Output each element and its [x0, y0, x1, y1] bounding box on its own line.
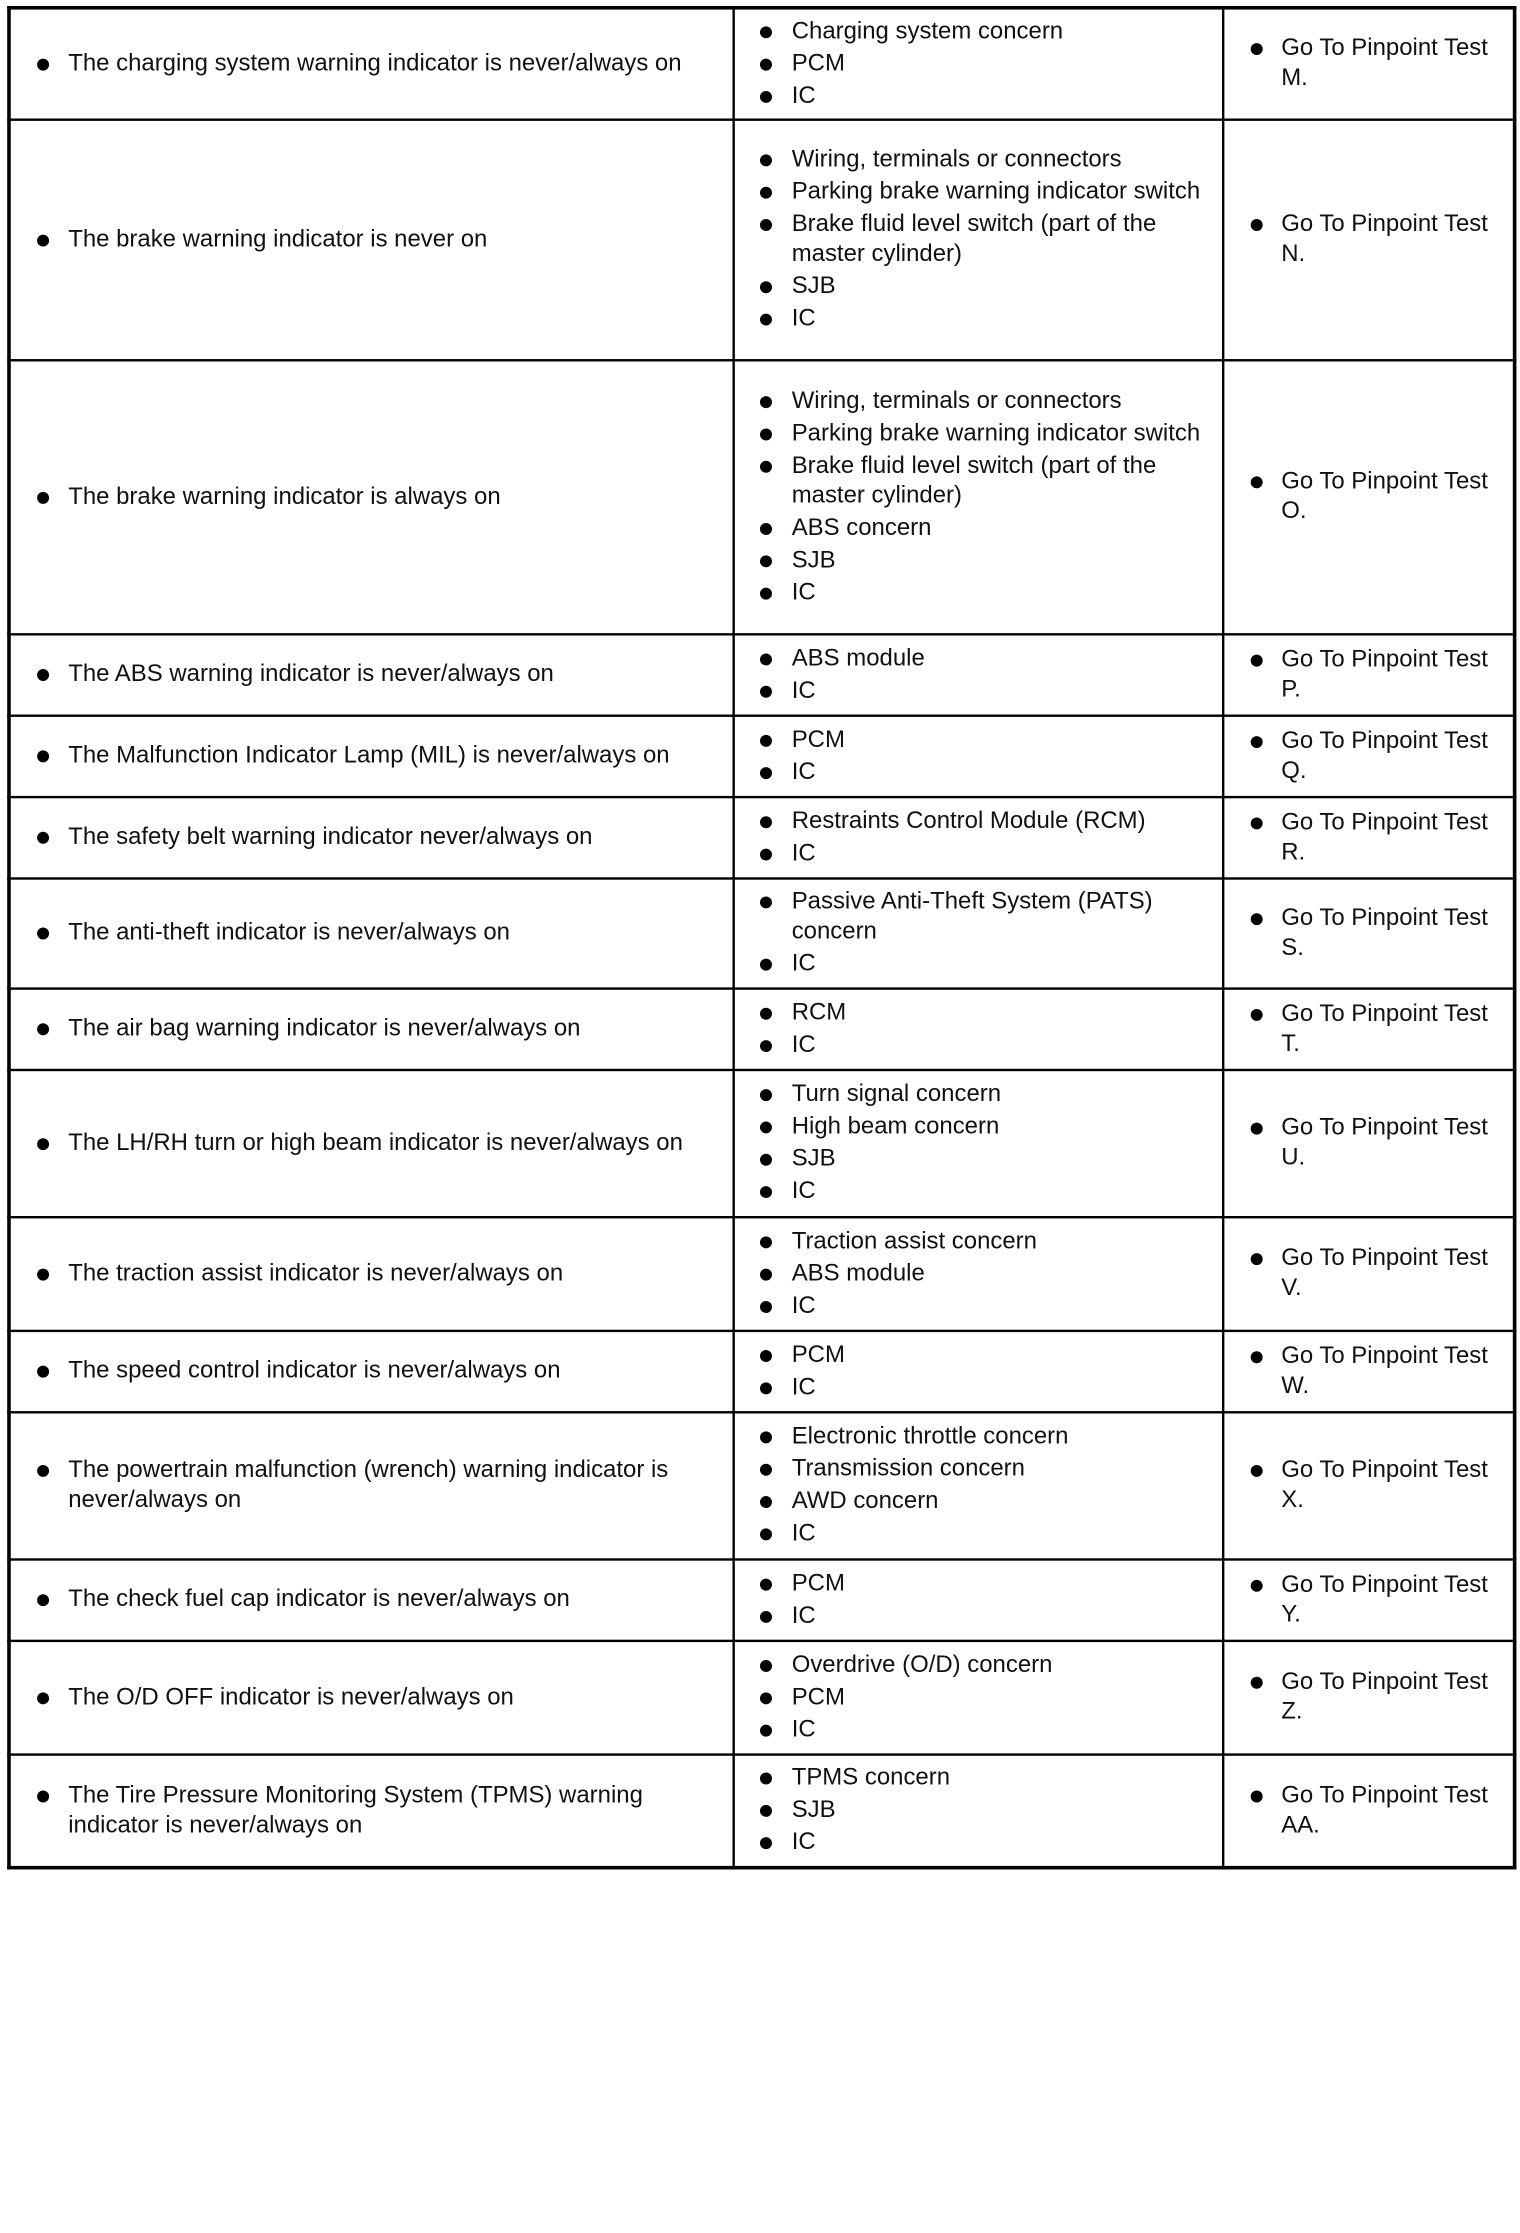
list-item	[792, 1828, 1214, 1858]
bullet-icon	[1250, 1253, 1262, 1265]
symptom-text: The brake warning indicator is never on	[68, 225, 488, 252]
possible-source-text: Overdrive (O/D) concern	[791, 1651, 1053, 1678]
action-text: Go To Pinpoint Test O.	[1281, 467, 1488, 525]
possible-source-list	[792, 1568, 1214, 1630]
action-text: Go To Pinpoint Test U.	[1281, 1114, 1488, 1171]
possible-source-text: ABS concern	[791, 514, 932, 541]
possible-source-text: Wiring, terminals or connectors	[791, 146, 1122, 173]
bullet-icon	[759, 1610, 771, 1622]
list-item	[792, 643, 1214, 673]
possible-source-text: Traction assist concern	[791, 1227, 1037, 1254]
possible-source-text: PCM	[791, 1569, 845, 1596]
action-cell	[1223, 797, 1515, 878]
bullet-icon	[1250, 913, 1262, 925]
list-item	[792, 1796, 1214, 1826]
action-cell	[1223, 634, 1515, 715]
table-row	[9, 1754, 1515, 1868]
bullet-icon	[1250, 1123, 1262, 1135]
action-cell	[1223, 1754, 1515, 1868]
bullet-icon	[759, 587, 771, 599]
bullet-icon	[759, 1724, 771, 1736]
bullet-icon	[1250, 1677, 1262, 1689]
bullet-icon	[759, 1464, 771, 1476]
action-text: Go To Pinpoint Test P.	[1281, 645, 1488, 702]
bullet-icon	[37, 491, 49, 503]
possible-source-cell	[733, 119, 1223, 360]
list-item	[792, 1291, 1214, 1321]
possible-source-text: IC	[791, 1373, 816, 1400]
bullet-icon	[37, 1692, 49, 1704]
possible-source-text: PCM	[791, 49, 845, 77]
list-item	[792, 725, 1214, 755]
bullet-icon	[759, 1154, 771, 1166]
symptom-cell	[9, 360, 733, 634]
action-cell	[1223, 1069, 1515, 1216]
table-row	[9, 1559, 1515, 1640]
list-item	[792, 949, 1214, 979]
possible-source-text: Restraints Control Module (RCM)	[791, 807, 1146, 834]
list-item	[792, 998, 1214, 1028]
action-cell	[1223, 1330, 1515, 1411]
list-item	[792, 49, 1214, 79]
list-item	[792, 1422, 1214, 1452]
symptom-text: The check fuel cap indicator is never/always on	[68, 1585, 570, 1613]
possible-source-text: IC	[791, 1715, 816, 1743]
list-item	[792, 838, 1214, 868]
bullet-icon	[37, 1138, 49, 1150]
action-cell	[1223, 1640, 1515, 1754]
possible-source-text: Wiring, terminals or connectors	[791, 387, 1122, 414]
action-text: Go To Pinpoint Test W.	[1281, 1342, 1488, 1399]
possible-source-text: SJB	[791, 1145, 836, 1172]
table-row	[9, 715, 1515, 796]
table-row	[9, 988, 1515, 1069]
bullet-icon	[37, 1366, 49, 1378]
bullet-icon	[759, 1805, 771, 1817]
list-item	[792, 1650, 1214, 1680]
possible-source-cell	[733, 1412, 1223, 1559]
bullet-icon	[759, 1496, 771, 1508]
table-row	[9, 1412, 1515, 1559]
symptom-cell	[9, 1754, 733, 1868]
possible-source-list	[792, 887, 1214, 979]
bullet-icon	[759, 1773, 771, 1785]
bullet-icon	[37, 1594, 49, 1606]
action-text: Go To Pinpoint Test AA.	[1281, 1781, 1488, 1839]
possible-source-cell	[733, 1069, 1223, 1216]
bullet-icon	[37, 1790, 49, 1802]
action-cell	[1223, 119, 1515, 360]
bullet-icon	[1250, 1351, 1262, 1363]
table-row	[9, 1640, 1515, 1754]
possible-source-text: IC	[791, 1291, 816, 1319]
possible-source-list	[792, 1080, 1214, 1207]
table-row	[9, 360, 1515, 634]
possible-source-text: IC	[791, 1177, 816, 1205]
possible-source-cell	[733, 715, 1223, 796]
possible-source-cell	[733, 360, 1223, 634]
bullet-icon	[759, 1236, 771, 1248]
list-item	[792, 577, 1214, 607]
list-item	[792, 513, 1214, 543]
list-item	[792, 1714, 1214, 1744]
possible-source-text: SJB	[791, 272, 836, 300]
list-item	[792, 1486, 1214, 1516]
table-row	[9, 8, 1515, 119]
bullet-icon	[759, 219, 771, 231]
bullet-icon	[1250, 1790, 1262, 1802]
list-item	[792, 1682, 1214, 1712]
bullet-icon	[759, 1089, 771, 1101]
bullet-icon	[1250, 735, 1262, 747]
action-text: Go To Pinpoint Test X.	[1281, 1456, 1488, 1513]
list-item	[792, 16, 1214, 46]
possible-source-text: SJB	[791, 546, 836, 573]
bullet-icon	[759, 1300, 771, 1312]
possible-source-cell	[733, 797, 1223, 878]
bullet-icon	[1250, 1008, 1262, 1020]
symptom-text: The safety belt warning indicator never/always on	[68, 823, 593, 850]
list-item	[792, 1601, 1214, 1631]
symptom-text: The Tire Pressure Monitoring System (TPMS) warning indicator is never/always on	[68, 1781, 643, 1839]
possible-source-list	[792, 725, 1214, 787]
list-item	[792, 757, 1214, 787]
bullet-icon	[759, 1007, 771, 1019]
action-text: Go To Pinpoint Test Z.	[1281, 1668, 1488, 1725]
possible-source-list	[792, 386, 1214, 607]
symptom-cell	[9, 1412, 733, 1559]
symptom-chart-body	[9, 8, 1515, 1868]
symptom-cell	[9, 878, 733, 988]
possible-source-cell	[733, 8, 1223, 119]
table-row	[9, 878, 1515, 988]
possible-source-text: Turn signal concern	[791, 1080, 1002, 1108]
possible-source-cell	[733, 634, 1223, 715]
bullet-icon	[759, 1528, 771, 1540]
symptom-cell	[9, 988, 733, 1069]
possible-source-text: IC	[791, 1031, 816, 1058]
bullet-icon	[759, 896, 771, 908]
possible-source-cell	[733, 878, 1223, 988]
possible-source-text: IC	[791, 305, 816, 332]
bullet-icon	[759, 91, 771, 103]
bullet-icon	[37, 928, 49, 940]
list-item	[792, 81, 1214, 111]
list-item	[792, 1519, 1214, 1549]
list-item	[792, 1258, 1214, 1288]
symptom-cell	[9, 8, 733, 119]
bullet-icon	[759, 1186, 771, 1198]
symptom-cell	[9, 119, 733, 360]
list-item	[792, 1372, 1214, 1402]
symptom-text: The anti-theft indicator is never/always on	[68, 919, 510, 946]
possible-source-cell	[733, 1559, 1223, 1640]
bullet-icon	[759, 428, 771, 440]
action-text: Go To Pinpoint Test Y.	[1281, 1570, 1488, 1628]
bullet-icon	[759, 281, 771, 293]
bullet-icon	[759, 959, 771, 971]
action-text: Go To Pinpoint Test Q.	[1281, 727, 1488, 784]
possible-source-text: SJB	[791, 1796, 836, 1824]
possible-source-cell	[733, 1217, 1223, 1331]
possible-source-text: IC	[791, 1601, 816, 1629]
bullet-icon	[37, 669, 49, 681]
table-row	[9, 1217, 1515, 1331]
symptom-text: The traction assist indicator is never/always on	[68, 1259, 564, 1287]
action-text: Go To Pinpoint Test V.	[1281, 1244, 1488, 1301]
action-text: Go To Pinpoint Test T.	[1281, 999, 1488, 1057]
symptom-cell	[9, 1640, 733, 1754]
bullet-icon	[1250, 1579, 1262, 1591]
bullet-icon	[759, 734, 771, 746]
possible-source-text: Parking brake warning indicator switch	[791, 178, 1201, 205]
possible-source-text: ABS module	[791, 1259, 925, 1287]
list-item	[792, 1340, 1214, 1370]
symptom-cell	[9, 797, 733, 878]
possible-source-text: Brake fluid level switch (part of the master cylinder)	[791, 451, 1157, 509]
list-item	[792, 177, 1214, 207]
possible-source-list	[792, 643, 1214, 705]
table-row	[9, 797, 1515, 878]
action-cell	[1223, 1412, 1515, 1559]
action-cell	[1223, 1559, 1515, 1640]
bullet-icon	[759, 1121, 771, 1133]
symptom-text: The ABS warning indicator is never/always on	[68, 660, 554, 687]
table-row	[9, 1330, 1515, 1411]
list-item	[792, 1454, 1214, 1484]
possible-source-list	[792, 1763, 1214, 1858]
possible-source-text: PCM	[791, 725, 845, 753]
list-item	[792, 1226, 1214, 1256]
bullet-icon	[759, 816, 771, 828]
possible-source-text: IC	[791, 1829, 816, 1856]
list-item	[792, 806, 1214, 836]
list-item	[792, 1112, 1214, 1142]
possible-source-list	[792, 998, 1214, 1060]
bullet-icon	[1250, 1465, 1262, 1477]
list-item	[792, 304, 1214, 334]
bullet-icon	[759, 1268, 771, 1280]
possible-source-text: IC	[791, 839, 816, 866]
action-text: Go To Pinpoint Test N.	[1281, 210, 1488, 267]
bullet-icon	[759, 1837, 771, 1849]
possible-source-text: IC	[791, 1519, 816, 1547]
bullet-icon	[759, 1692, 771, 1704]
list-item	[792, 209, 1214, 269]
table-row	[9, 1069, 1515, 1216]
bullet-icon	[759, 26, 771, 38]
possible-source-text: IC	[791, 950, 816, 977]
possible-source-text: PCM	[791, 1683, 845, 1710]
possible-source-text: High beam concern	[791, 1113, 1000, 1140]
action-text: Go To Pinpoint Test R.	[1281, 808, 1488, 865]
possible-source-text: Brake fluid level switch (part of the master cylinder)	[791, 210, 1157, 267]
symptom-text: The charging system warning indicator is never/always on	[68, 49, 682, 77]
bullet-icon	[759, 396, 771, 408]
bullet-icon	[1250, 219, 1262, 231]
list-item	[792, 418, 1214, 448]
possible-source-cell	[733, 1754, 1223, 1868]
list-item	[792, 451, 1214, 511]
bullet-icon	[1250, 817, 1262, 829]
possible-source-list	[792, 1226, 1214, 1321]
possible-source-list	[792, 1422, 1214, 1549]
possible-source-cell	[733, 1330, 1223, 1411]
bullet-icon	[37, 1465, 49, 1477]
list-item	[792, 676, 1214, 706]
list-item	[792, 1080, 1214, 1110]
bullet-icon	[759, 1659, 771, 1671]
bullet-icon	[759, 555, 771, 567]
possible-source-cell	[733, 1640, 1223, 1754]
bullet-icon	[37, 832, 49, 844]
list-item	[792, 1568, 1214, 1598]
possible-source-text: ABS module	[791, 644, 925, 671]
bullet-icon	[759, 1578, 771, 1590]
bullet-icon	[759, 1349, 771, 1361]
bullet-icon	[37, 58, 49, 70]
possible-source-list	[792, 145, 1214, 334]
possible-source-list	[792, 16, 1214, 111]
possible-source-text: Charging system concern	[791, 17, 1064, 44]
possible-source-text: IC	[791, 578, 816, 606]
list-item	[792, 1144, 1214, 1174]
possible-source-text: RCM	[791, 998, 847, 1026]
action-cell	[1223, 878, 1515, 988]
possible-source-list	[792, 806, 1214, 868]
possible-source-text: Electronic throttle concern	[791, 1423, 1069, 1450]
bullet-icon	[759, 1431, 771, 1443]
bullet-icon	[759, 522, 771, 534]
table-row	[9, 119, 1515, 360]
bullet-icon	[1250, 654, 1262, 666]
list-item	[792, 545, 1214, 575]
list-item	[792, 1030, 1214, 1060]
bullet-icon	[37, 1268, 49, 1280]
symptom-chart-table	[7, 6, 1516, 1869]
action-text: Go To Pinpoint Test M.	[1281, 35, 1488, 92]
possible-source-text: Transmission concern	[791, 1455, 1025, 1482]
possible-source-text: IC	[791, 676, 816, 704]
possible-source-text: TPMS concern	[791, 1764, 951, 1791]
bullet-icon	[37, 750, 49, 762]
bullet-icon	[759, 685, 771, 697]
possible-source-list	[792, 1340, 1214, 1402]
bullet-icon	[759, 1382, 771, 1394]
possible-source-list	[792, 1650, 1214, 1745]
bullet-icon	[759, 314, 771, 326]
bullet-icon	[759, 460, 771, 472]
possible-source-text: PCM	[791, 1341, 845, 1368]
table-row	[9, 634, 1515, 715]
symptom-cell	[9, 1559, 733, 1640]
bullet-icon	[759, 154, 771, 166]
list-item	[792, 145, 1214, 175]
symptom-cell	[9, 1069, 733, 1216]
symptom-text: The Malfunction Indicator Lamp (MIL) is never/always on	[68, 742, 670, 769]
bullet-icon	[759, 58, 771, 70]
symptom-text: The air bag warning indicator is never/always on	[68, 1014, 581, 1042]
action-cell	[1223, 715, 1515, 796]
action-cell	[1223, 8, 1515, 119]
list-item	[792, 1763, 1214, 1793]
symptom-text: The LH/RH turn or high beam indicator is never/always on	[68, 1129, 683, 1156]
action-cell	[1223, 1217, 1515, 1331]
bullet-icon	[759, 187, 771, 199]
bullet-icon	[759, 1039, 771, 1051]
symptom-text: The brake warning indicator is always on	[68, 482, 501, 510]
bullet-icon	[759, 653, 771, 665]
bullet-icon	[37, 1023, 49, 1035]
symptom-text: The speed control indicator is never/always on	[68, 1357, 561, 1384]
list-item	[792, 887, 1214, 947]
symptom-cell	[9, 1330, 733, 1411]
symptom-cell	[9, 715, 733, 796]
possible-source-text: IC	[791, 82, 816, 109]
possible-source-cell	[733, 988, 1223, 1069]
list-item	[792, 386, 1214, 416]
symptom-cell	[9, 634, 733, 715]
action-cell	[1223, 988, 1515, 1069]
bullet-icon	[759, 767, 771, 779]
bullet-icon	[37, 234, 49, 246]
bullet-icon	[759, 848, 771, 860]
symptom-text: The O/D OFF indicator is never/always on	[68, 1683, 514, 1710]
action-cell	[1223, 360, 1515, 634]
possible-source-text: IC	[791, 758, 816, 785]
bullet-icon	[1250, 476, 1262, 488]
bullet-icon	[1250, 43, 1262, 55]
possible-source-text: Passive Anti-Theft System (PATS) concern	[791, 888, 1153, 945]
symptom-cell	[9, 1217, 733, 1331]
symptom-text: The powertrain malfunction (wrench) warning indicator is never/always on	[68, 1456, 669, 1513]
possible-source-text: AWD concern	[791, 1487, 939, 1515]
possible-source-text: Parking brake warning indicator switch	[791, 419, 1201, 446]
list-item	[792, 272, 1214, 302]
list-item	[792, 1177, 1214, 1207]
action-text: Go To Pinpoint Test S.	[1281, 904, 1488, 961]
